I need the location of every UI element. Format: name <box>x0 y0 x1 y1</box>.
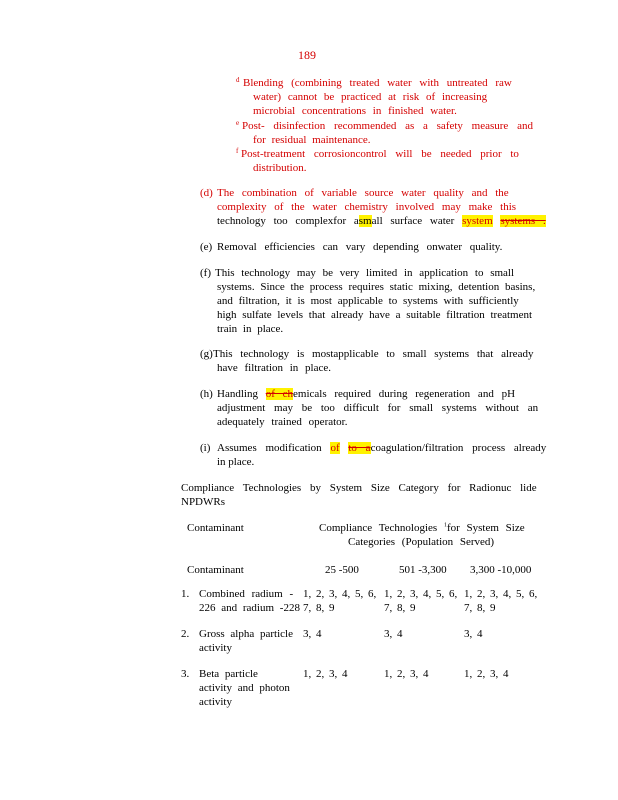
page-number: 189 <box>298 48 316 62</box>
note-line: adequately trained operator. <box>217 416 348 428</box>
note-line: have filtration in place. <box>217 362 332 374</box>
footnote-line: distribution. <box>253 162 307 174</box>
footnote-marker: e <box>236 119 240 127</box>
note-line: systems. Since the process requires static mixing, detention basins, <box>217 281 536 293</box>
subheader-contaminant: Contaminant <box>187 564 244 576</box>
note-line: high sulfate levels that already have a suitable filtration treatment <box>217 309 533 321</box>
note-line: and filtration, it is most applicable to systems with sufficiently <box>217 295 519 307</box>
note-label: (d) <box>200 187 213 199</box>
footnote-line: Post-treatment corrosioncontrol will be needed prior to <box>241 148 519 160</box>
footnote-line: Post- disinfection recommended as a safety measure and <box>242 120 533 132</box>
footnote-marker: f <box>236 147 239 155</box>
row-number: 2. <box>181 628 190 640</box>
note-line: Assumes modification of to acoagulation/filtration process already <box>217 442 547 454</box>
note-label: (h) <box>200 388 213 400</box>
row-number: 1. <box>181 588 190 600</box>
note-line: This technology is mostapplicable to small systems that already <box>213 348 534 360</box>
row-contaminant: activity <box>199 642 232 654</box>
note-line: adjustment may be too difficult for small systems without an <box>217 402 539 414</box>
cell: 1, 2, 3, 4, 5, 6, <box>303 588 377 600</box>
footnote-marker: d <box>236 76 240 84</box>
size-category-large: 3,300 -10,000 <box>470 564 532 576</box>
note-label: (e) <box>200 241 213 253</box>
footnote-line: Blending (combining treated water with untreated raw <box>243 77 512 89</box>
cell: 1, 2, 3, 4 <box>303 668 348 680</box>
size-category-small: 25 -500 <box>325 564 359 576</box>
row-number: 3. <box>181 668 190 680</box>
note-line: train in place. <box>217 323 284 335</box>
cell: 7, 8, 9 <box>384 602 416 614</box>
row-contaminant: 226 and radium -228 <box>199 602 300 614</box>
note-line: Handling of chemicals required during regeneration and pH <box>217 388 516 400</box>
footnote-line: water) cannot be practiced at risk of increasing <box>253 91 488 103</box>
footnote-line: for residual maintenance. <box>253 134 371 146</box>
note-line: in place. <box>217 456 255 468</box>
cell: 7, 8, 9 <box>464 602 496 614</box>
row-contaminant: Combined radium - <box>199 588 294 600</box>
cell: 3, 4 <box>303 628 322 640</box>
header-tech: Compliance Technologies $^1$for System Size <box>319 522 525 534</box>
note-label: (f) <box>200 267 211 279</box>
section-title-line: NPDWRs <box>181 496 226 508</box>
note-line: complexity of the water chemistry involved may make this <box>217 201 517 213</box>
footnote-line: microbial concentrations in finished water. <box>253 105 457 117</box>
row-contaminant: activity <box>199 696 232 708</box>
note-label: (g) <box>200 348 213 360</box>
header-contaminant: Contaminant <box>187 522 244 534</box>
row-contaminant: Beta particle <box>199 668 258 680</box>
row-contaminant: activity and photon <box>199 682 290 694</box>
cell: 3, 4 <box>384 628 403 640</box>
row-contaminant: Gross alpha particle <box>199 628 293 640</box>
cell: 1, 2, 3, 4, 5, 6, <box>384 588 458 600</box>
cell: 3, 4 <box>464 628 483 640</box>
cell: 7, 8, 9 <box>303 602 335 614</box>
cell: 1, 2, 3, 4, 5, 6, <box>464 588 538 600</box>
cell: 1, 2, 3, 4 <box>464 668 509 680</box>
section-title-line: Compliance Technologies by System Size Category for Radionuc lide <box>181 482 537 494</box>
note-label: (i) <box>200 442 211 454</box>
note-line: The combination of variable source water quality and the <box>217 187 509 199</box>
note-line: technology too complexfor asmall surface water system systems . <box>217 215 546 227</box>
note-line: Removal efficiencies can vary depending onwater quality. <box>217 241 503 253</box>
size-category-medium: 501 -3,300 <box>399 564 447 576</box>
cell: 1, 2, 3, 4 <box>384 668 429 680</box>
header-tech-line2: Categories (Population Served) <box>348 536 495 548</box>
note-line: This technology may be very limited in application to small <box>215 267 515 279</box>
